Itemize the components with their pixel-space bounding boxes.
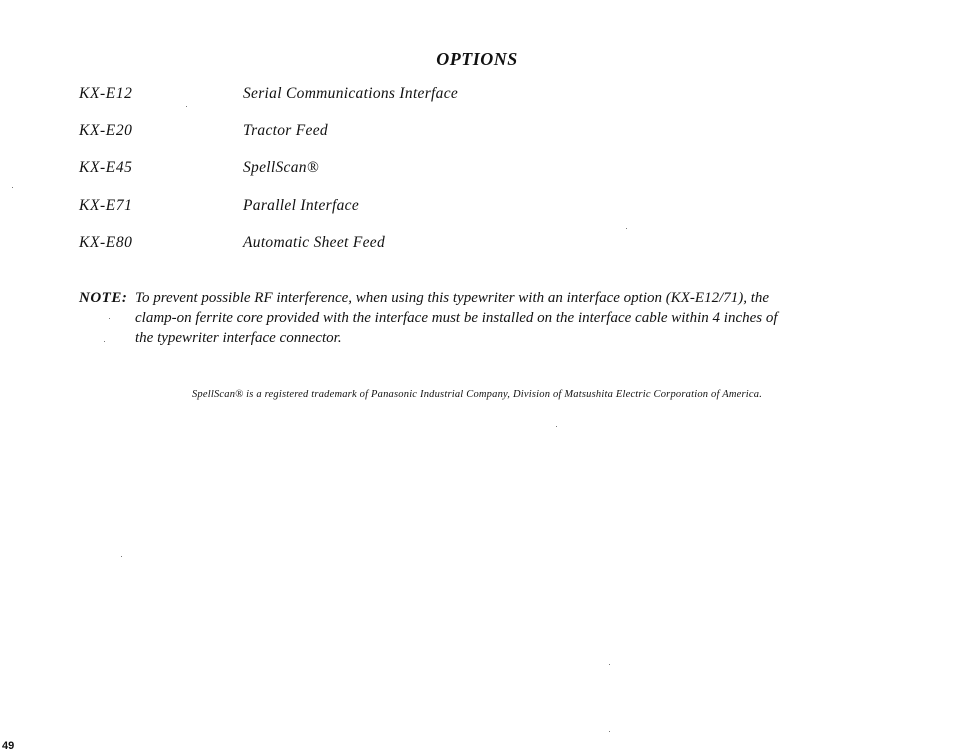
option-description: SpellScan® — [243, 159, 319, 176]
option-row — [0, 234, 954, 256]
scan-speck — [609, 664, 610, 665]
option-description: Automatic Sheet Feed — [243, 234, 386, 251]
option-row — [0, 197, 954, 219]
trademark-footnote: SpellScan® is a registered trademark of Panasonic Industrial Company, Division of Matsushita Electric Corporation of America. — [191, 389, 763, 400]
option-description: Tractor Feed — [243, 122, 328, 139]
note-text — [135, 288, 879, 348]
option-row — [0, 85, 954, 107]
scan-speck — [12, 187, 13, 188]
scan-speck — [104, 341, 105, 342]
scan-speck — [626, 228, 627, 229]
page-title: OPTIONS — [436, 49, 518, 69]
note-line: clamp-on ferrite core provided with the interface must be installed on the interface cable within 4 inches of — [135, 310, 778, 326]
note-line: the typewriter interface connector. — [135, 330, 342, 346]
option-code: KX-E20 — [79, 122, 133, 139]
note-label: NOTE: — [79, 290, 128, 306]
option-row — [0, 159, 954, 181]
scan-speck — [121, 556, 122, 557]
page-number: 49 — [2, 740, 15, 752]
option-description: Serial Communications Interface — [243, 85, 459, 102]
option-code: KX-E80 — [79, 234, 133, 251]
scan-speck — [186, 106, 187, 107]
scan-speck — [556, 426, 557, 427]
option-code: KX-E12 — [79, 85, 133, 102]
option-code: KX-E45 — [79, 159, 133, 176]
option-code: KX-E71 — [79, 197, 133, 214]
note-line: To prevent possible RF interference, when using this typewriter with an interface option (KX-E12/71), the — [135, 290, 770, 306]
option-description: Parallel Interface — [243, 197, 360, 214]
scan-speck — [609, 731, 610, 732]
scan-speck — [109, 318, 110, 319]
option-row — [0, 122, 954, 144]
